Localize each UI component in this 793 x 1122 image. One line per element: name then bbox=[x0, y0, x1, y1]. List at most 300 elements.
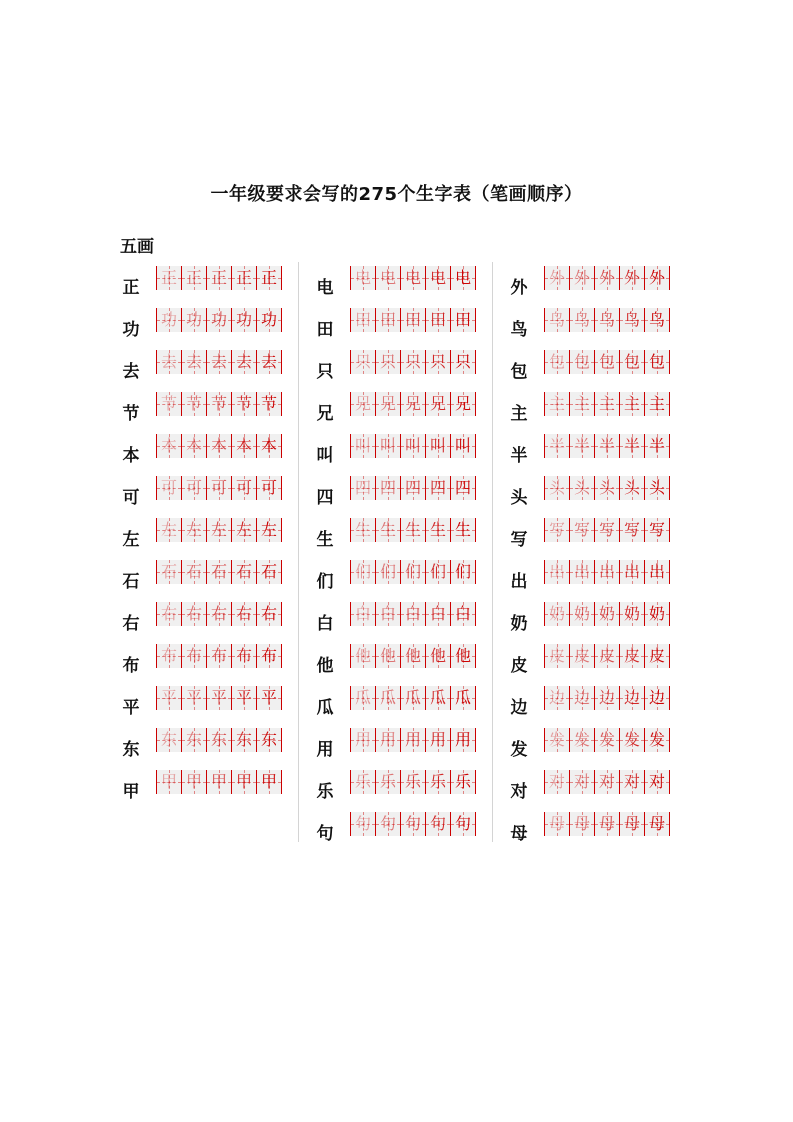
char-row bbox=[118, 348, 293, 390]
stroke-step-cell bbox=[376, 686, 401, 710]
stroke-step-glyph: 东 bbox=[160, 730, 177, 749]
char-row bbox=[506, 390, 681, 432]
stroke-step-glyph: 包 bbox=[623, 352, 640, 371]
stroke-step-glyph: 布 bbox=[160, 646, 177, 665]
stroke-step-cell bbox=[620, 350, 645, 374]
stroke-step-glyph: 本 bbox=[160, 436, 177, 455]
stroke-step-glyph: 母 bbox=[548, 814, 565, 833]
stroke-step-cell bbox=[620, 686, 645, 710]
stroke-order-strip bbox=[350, 602, 476, 626]
stroke-step-cell bbox=[182, 602, 207, 626]
stroke-step-glyph: 边 bbox=[548, 688, 565, 707]
stroke-step-glyph: 乐 bbox=[404, 772, 421, 791]
stroke-step-glyph: 白 bbox=[429, 604, 446, 623]
char-row bbox=[312, 432, 487, 474]
stroke-step-glyph: 边 bbox=[623, 688, 640, 707]
char-row bbox=[506, 348, 681, 390]
stroke-step-cell bbox=[207, 644, 232, 668]
stroke-step-cell bbox=[156, 476, 182, 500]
stroke-step-glyph: 写 bbox=[548, 520, 565, 539]
stroke-step-cell bbox=[232, 686, 257, 710]
stroke-step-glyph: 头 bbox=[623, 478, 640, 497]
stroke-step-glyph: 田 bbox=[454, 310, 471, 329]
stroke-step-cell bbox=[595, 770, 620, 794]
stroke-step-glyph: 左 bbox=[210, 520, 227, 539]
character-label: 白 bbox=[316, 614, 334, 634]
stroke-step-glyph: 电 bbox=[454, 268, 471, 287]
stroke-step-glyph: 生 bbox=[379, 520, 396, 539]
stroke-step-glyph: 包 bbox=[598, 352, 615, 371]
stroke-step-glyph: 四 bbox=[429, 478, 446, 497]
stroke-step-glyph: 东 bbox=[260, 730, 277, 749]
stroke-step-glyph: 功 bbox=[210, 310, 227, 329]
stroke-step-cell bbox=[451, 350, 476, 374]
stroke-step-cell bbox=[620, 644, 645, 668]
char-row bbox=[118, 474, 293, 516]
stroke-order-strip bbox=[350, 392, 476, 416]
stroke-order-strip bbox=[544, 518, 670, 542]
stroke-step-cell bbox=[182, 434, 207, 458]
stroke-step-glyph: 母 bbox=[648, 814, 665, 833]
character-label: 写 bbox=[510, 530, 528, 550]
stroke-step-cell bbox=[451, 392, 476, 416]
stroke-step-cell bbox=[544, 266, 570, 290]
stroke-step-cell bbox=[570, 476, 595, 500]
stroke-step-cell bbox=[620, 812, 645, 836]
stroke-step-cell bbox=[426, 476, 451, 500]
stroke-step-cell bbox=[182, 560, 207, 584]
stroke-step-glyph: 四 bbox=[454, 478, 471, 497]
stroke-step-glyph: 右 bbox=[160, 604, 177, 623]
stroke-step-glyph: 平 bbox=[160, 688, 177, 707]
stroke-step-glyph: 他 bbox=[429, 646, 446, 665]
stroke-step-glyph: 瓜 bbox=[429, 688, 446, 707]
stroke-step-cell bbox=[376, 434, 401, 458]
stroke-step-cell bbox=[182, 266, 207, 290]
stroke-step-glyph: 瓜 bbox=[404, 688, 421, 707]
stroke-step-glyph: 他 bbox=[404, 646, 421, 665]
stroke-order-strip bbox=[544, 770, 670, 794]
stroke-step-glyph: 甲 bbox=[210, 772, 227, 791]
stroke-step-glyph: 头 bbox=[598, 478, 615, 497]
stroke-order-strip bbox=[544, 266, 670, 290]
stroke-step-cell bbox=[645, 644, 670, 668]
stroke-step-glyph: 出 bbox=[573, 562, 590, 581]
character-label: 右 bbox=[122, 614, 140, 634]
stroke-step-glyph: 右 bbox=[185, 604, 202, 623]
stroke-step-glyph: 对 bbox=[573, 772, 590, 791]
stroke-step-glyph: 甲 bbox=[260, 772, 277, 791]
stroke-step-glyph: 边 bbox=[598, 688, 615, 707]
stroke-order-strip bbox=[544, 392, 670, 416]
char-column-1 bbox=[118, 264, 293, 810]
stroke-step-glyph: 包 bbox=[648, 352, 665, 371]
stroke-step-cell bbox=[451, 686, 476, 710]
stroke-step-cell bbox=[207, 728, 232, 752]
character-label: 功 bbox=[122, 320, 140, 340]
stroke-step-cell bbox=[451, 812, 476, 836]
stroke-step-cell bbox=[376, 266, 401, 290]
stroke-step-glyph: 主 bbox=[573, 394, 590, 413]
stroke-step-cell bbox=[595, 350, 620, 374]
stroke-step-glyph: 功 bbox=[185, 310, 202, 329]
stroke-step-cell bbox=[207, 392, 232, 416]
char-row bbox=[312, 768, 487, 810]
stroke-step-cell bbox=[451, 728, 476, 752]
stroke-step-cell bbox=[350, 560, 376, 584]
stroke-step-cell bbox=[620, 476, 645, 500]
stroke-step-cell bbox=[595, 308, 620, 332]
stroke-step-glyph: 发 bbox=[623, 730, 640, 749]
stroke-step-cell bbox=[232, 728, 257, 752]
stroke-step-cell bbox=[426, 812, 451, 836]
stroke-step-cell bbox=[350, 392, 376, 416]
stroke-step-glyph: 头 bbox=[573, 478, 590, 497]
stroke-step-glyph: 可 bbox=[160, 478, 177, 497]
stroke-step-cell bbox=[350, 266, 376, 290]
stroke-step-cell bbox=[257, 266, 282, 290]
stroke-order-strip bbox=[156, 602, 282, 626]
stroke-step-cell bbox=[156, 350, 182, 374]
stroke-order-strip bbox=[350, 350, 476, 374]
stroke-step-cell bbox=[620, 308, 645, 332]
stroke-step-cell bbox=[645, 728, 670, 752]
stroke-step-cell bbox=[376, 518, 401, 542]
stroke-step-cell bbox=[645, 308, 670, 332]
stroke-order-strip bbox=[544, 686, 670, 710]
stroke-step-glyph: 右 bbox=[210, 604, 227, 623]
stroke-step-glyph: 功 bbox=[160, 310, 177, 329]
stroke-step-cell bbox=[401, 812, 426, 836]
stroke-step-cell bbox=[595, 434, 620, 458]
char-row bbox=[312, 600, 487, 642]
stroke-step-glyph: 甲 bbox=[235, 772, 252, 791]
char-row bbox=[312, 306, 487, 348]
stroke-step-glyph: 只 bbox=[354, 352, 371, 371]
stroke-step-cell bbox=[620, 518, 645, 542]
stroke-step-cell bbox=[595, 518, 620, 542]
stroke-step-cell bbox=[401, 518, 426, 542]
stroke-order-strip bbox=[156, 686, 282, 710]
stroke-step-glyph: 鸟 bbox=[573, 310, 590, 329]
stroke-step-cell bbox=[451, 434, 476, 458]
stroke-step-cell bbox=[544, 812, 570, 836]
stroke-step-glyph: 用 bbox=[454, 730, 471, 749]
stroke-step-glyph: 写 bbox=[573, 520, 590, 539]
stroke-step-cell bbox=[620, 392, 645, 416]
stroke-step-cell bbox=[232, 602, 257, 626]
stroke-step-glyph: 石 bbox=[160, 562, 177, 581]
character-label: 他 bbox=[316, 656, 334, 676]
character-label: 主 bbox=[510, 404, 528, 424]
stroke-step-cell bbox=[232, 266, 257, 290]
stroke-step-cell bbox=[376, 728, 401, 752]
stroke-step-glyph: 本 bbox=[235, 436, 252, 455]
stroke-step-glyph: 正 bbox=[160, 268, 177, 287]
stroke-order-strip bbox=[350, 686, 476, 710]
stroke-step-cell bbox=[350, 350, 376, 374]
stroke-step-glyph: 乐 bbox=[454, 772, 471, 791]
stroke-step-glyph: 皮 bbox=[648, 646, 665, 665]
stroke-step-cell bbox=[645, 770, 670, 794]
stroke-step-cell bbox=[451, 266, 476, 290]
character-label: 田 bbox=[316, 320, 334, 340]
stroke-order-strip bbox=[350, 476, 476, 500]
stroke-step-cell bbox=[376, 392, 401, 416]
character-label: 去 bbox=[122, 362, 140, 382]
character-label: 本 bbox=[122, 446, 140, 466]
stroke-order-strip bbox=[156, 518, 282, 542]
stroke-step-glyph: 瓜 bbox=[379, 688, 396, 707]
stroke-step-glyph: 头 bbox=[648, 478, 665, 497]
char-row bbox=[312, 390, 487, 432]
stroke-step-cell bbox=[595, 812, 620, 836]
stroke-order-strip bbox=[156, 266, 282, 290]
stroke-step-cell bbox=[426, 350, 451, 374]
character-label: 出 bbox=[510, 572, 528, 592]
stroke-order-strip bbox=[156, 476, 282, 500]
stroke-step-glyph: 功 bbox=[260, 310, 277, 329]
stroke-step-glyph: 四 bbox=[379, 478, 396, 497]
character-label: 平 bbox=[122, 698, 140, 718]
stroke-step-cell bbox=[350, 308, 376, 332]
stroke-step-cell bbox=[156, 686, 182, 710]
stroke-step-cell bbox=[645, 812, 670, 836]
char-row bbox=[506, 684, 681, 726]
character-label: 正 bbox=[122, 278, 140, 298]
character-label: 可 bbox=[122, 488, 140, 508]
stroke-step-glyph: 鸟 bbox=[548, 310, 565, 329]
character-label: 东 bbox=[122, 740, 140, 760]
stroke-step-cell bbox=[426, 308, 451, 332]
stroke-step-glyph: 本 bbox=[260, 436, 277, 455]
stroke-step-cell bbox=[376, 560, 401, 584]
character-label: 们 bbox=[316, 572, 334, 592]
stroke-step-cell bbox=[376, 644, 401, 668]
stroke-step-glyph: 去 bbox=[235, 352, 252, 371]
stroke-step-cell bbox=[401, 560, 426, 584]
stroke-step-glyph: 四 bbox=[354, 478, 371, 497]
stroke-step-cell bbox=[570, 812, 595, 836]
character-label: 石 bbox=[122, 572, 140, 592]
char-row bbox=[312, 264, 487, 306]
stroke-step-cell bbox=[401, 728, 426, 752]
stroke-order-strip bbox=[544, 644, 670, 668]
stroke-order-strip bbox=[544, 476, 670, 500]
stroke-step-glyph: 句 bbox=[454, 814, 471, 833]
stroke-step-glyph: 叫 bbox=[379, 436, 396, 455]
stroke-step-cell bbox=[426, 644, 451, 668]
stroke-step-glyph: 鸟 bbox=[648, 310, 665, 329]
stroke-step-cell bbox=[350, 434, 376, 458]
stroke-step-glyph: 石 bbox=[260, 562, 277, 581]
stroke-step-glyph: 石 bbox=[185, 562, 202, 581]
stroke-step-glyph: 母 bbox=[573, 814, 590, 833]
stroke-step-cell bbox=[451, 308, 476, 332]
stroke-step-glyph: 奶 bbox=[648, 604, 665, 623]
stroke-step-cell bbox=[620, 728, 645, 752]
stroke-step-glyph: 皮 bbox=[623, 646, 640, 665]
stroke-step-cell bbox=[544, 770, 570, 794]
stroke-step-glyph: 用 bbox=[379, 730, 396, 749]
stroke-step-glyph: 去 bbox=[185, 352, 202, 371]
stroke-step-glyph: 头 bbox=[548, 478, 565, 497]
char-row bbox=[506, 474, 681, 516]
stroke-step-glyph: 半 bbox=[648, 436, 665, 455]
char-column-3 bbox=[506, 264, 681, 852]
stroke-step-cell bbox=[426, 434, 451, 458]
stroke-step-glyph: 只 bbox=[379, 352, 396, 371]
stroke-order-strip bbox=[544, 812, 670, 836]
stroke-step-cell bbox=[426, 518, 451, 542]
stroke-step-cell bbox=[595, 644, 620, 668]
stroke-step-cell bbox=[207, 686, 232, 710]
stroke-step-cell bbox=[156, 728, 182, 752]
stroke-step-glyph: 用 bbox=[404, 730, 421, 749]
stroke-step-cell bbox=[544, 350, 570, 374]
stroke-step-glyph: 东 bbox=[235, 730, 252, 749]
stroke-step-glyph: 田 bbox=[354, 310, 371, 329]
stroke-step-glyph: 生 bbox=[354, 520, 371, 539]
stroke-step-glyph: 写 bbox=[598, 520, 615, 539]
character-label: 电 bbox=[316, 278, 334, 298]
stroke-step-cell bbox=[645, 266, 670, 290]
stroke-step-cell bbox=[257, 686, 282, 710]
char-row bbox=[506, 768, 681, 810]
character-label: 布 bbox=[122, 656, 140, 676]
stroke-step-glyph: 外 bbox=[573, 268, 590, 287]
stroke-step-glyph: 正 bbox=[210, 268, 227, 287]
stroke-step-cell bbox=[401, 434, 426, 458]
character-label: 半 bbox=[510, 446, 528, 466]
stroke-step-cell bbox=[401, 308, 426, 332]
stroke-order-strip bbox=[156, 350, 282, 374]
stroke-step-cell bbox=[257, 476, 282, 500]
char-row bbox=[118, 264, 293, 306]
stroke-step-cell bbox=[182, 392, 207, 416]
stroke-step-glyph: 电 bbox=[379, 268, 396, 287]
stroke-step-glyph: 主 bbox=[648, 394, 665, 413]
stroke-step-glyph: 句 bbox=[354, 814, 371, 833]
stroke-step-glyph: 乐 bbox=[354, 772, 371, 791]
stroke-step-glyph: 正 bbox=[185, 268, 202, 287]
character-label: 奶 bbox=[510, 614, 528, 634]
stroke-step-glyph: 写 bbox=[648, 520, 665, 539]
stroke-step-cell bbox=[376, 350, 401, 374]
stroke-step-glyph: 们 bbox=[354, 562, 371, 581]
stroke-step-cell bbox=[595, 602, 620, 626]
stroke-step-glyph: 包 bbox=[573, 352, 590, 371]
stroke-step-glyph: 乐 bbox=[429, 772, 446, 791]
stroke-step-glyph: 可 bbox=[185, 478, 202, 497]
stroke-step-glyph: 鸟 bbox=[598, 310, 615, 329]
stroke-step-cell bbox=[376, 308, 401, 332]
stroke-step-cell bbox=[350, 812, 376, 836]
stroke-step-cell bbox=[232, 770, 257, 794]
stroke-order-strip bbox=[350, 644, 476, 668]
character-label: 瓜 bbox=[316, 698, 334, 718]
stroke-step-cell bbox=[595, 728, 620, 752]
char-row bbox=[118, 600, 293, 642]
stroke-step-glyph: 去 bbox=[260, 352, 277, 371]
stroke-step-glyph: 瓜 bbox=[354, 688, 371, 707]
stroke-step-cell bbox=[401, 686, 426, 710]
stroke-step-glyph: 平 bbox=[210, 688, 227, 707]
stroke-step-cell bbox=[544, 434, 570, 458]
stroke-step-glyph: 兄 bbox=[404, 394, 421, 413]
stroke-step-glyph: 去 bbox=[160, 352, 177, 371]
stroke-step-cell bbox=[401, 770, 426, 794]
stroke-step-glyph: 他 bbox=[379, 646, 396, 665]
stroke-step-cell bbox=[426, 728, 451, 752]
stroke-step-glyph: 节 bbox=[210, 394, 227, 413]
stroke-step-cell bbox=[544, 728, 570, 752]
stroke-step-glyph: 主 bbox=[598, 394, 615, 413]
stroke-step-cell bbox=[350, 476, 376, 500]
stroke-order-strip bbox=[544, 350, 670, 374]
stroke-step-glyph: 们 bbox=[429, 562, 446, 581]
stroke-step-glyph: 包 bbox=[548, 352, 565, 371]
stroke-step-cell bbox=[451, 644, 476, 668]
stroke-step-glyph: 左 bbox=[160, 520, 177, 539]
stroke-step-glyph: 平 bbox=[235, 688, 252, 707]
stroke-step-cell bbox=[257, 644, 282, 668]
char-row bbox=[118, 726, 293, 768]
stroke-step-cell bbox=[544, 644, 570, 668]
stroke-step-glyph: 们 bbox=[379, 562, 396, 581]
stroke-step-cell bbox=[645, 602, 670, 626]
stroke-step-glyph: 皮 bbox=[598, 646, 615, 665]
char-row bbox=[312, 810, 487, 852]
stroke-step-glyph: 左 bbox=[260, 520, 277, 539]
stroke-order-strip bbox=[544, 728, 670, 752]
stroke-step-cell bbox=[257, 602, 282, 626]
stroke-order-strip bbox=[350, 266, 476, 290]
stroke-step-cell bbox=[257, 518, 282, 542]
stroke-step-cell bbox=[544, 392, 570, 416]
stroke-step-cell bbox=[207, 308, 232, 332]
char-row bbox=[312, 642, 487, 684]
stroke-step-cell bbox=[645, 560, 670, 584]
stroke-step-cell bbox=[570, 266, 595, 290]
stroke-step-glyph: 白 bbox=[354, 604, 371, 623]
stroke-step-glyph: 左 bbox=[185, 520, 202, 539]
stroke-step-glyph: 外 bbox=[623, 268, 640, 287]
stroke-step-glyph: 叫 bbox=[454, 436, 471, 455]
char-row bbox=[118, 768, 293, 810]
stroke-step-cell bbox=[182, 350, 207, 374]
stroke-order-strip bbox=[544, 434, 670, 458]
stroke-step-glyph: 皮 bbox=[548, 646, 565, 665]
stroke-step-cell bbox=[426, 266, 451, 290]
stroke-step-glyph: 白 bbox=[404, 604, 421, 623]
stroke-step-glyph: 兄 bbox=[454, 394, 471, 413]
stroke-step-cell bbox=[257, 770, 282, 794]
stroke-step-cell bbox=[595, 686, 620, 710]
stroke-step-glyph: 生 bbox=[454, 520, 471, 539]
stroke-step-glyph: 四 bbox=[404, 478, 421, 497]
stroke-step-glyph: 用 bbox=[429, 730, 446, 749]
stroke-step-glyph: 节 bbox=[160, 394, 177, 413]
stroke-step-glyph: 东 bbox=[185, 730, 202, 749]
stroke-step-glyph: 右 bbox=[235, 604, 252, 623]
stroke-step-cell bbox=[645, 392, 670, 416]
stroke-step-glyph: 们 bbox=[454, 562, 471, 581]
character-label: 外 bbox=[510, 278, 528, 298]
stroke-step-glyph: 对 bbox=[548, 772, 565, 791]
stroke-step-glyph: 石 bbox=[235, 562, 252, 581]
stroke-step-cell bbox=[570, 644, 595, 668]
